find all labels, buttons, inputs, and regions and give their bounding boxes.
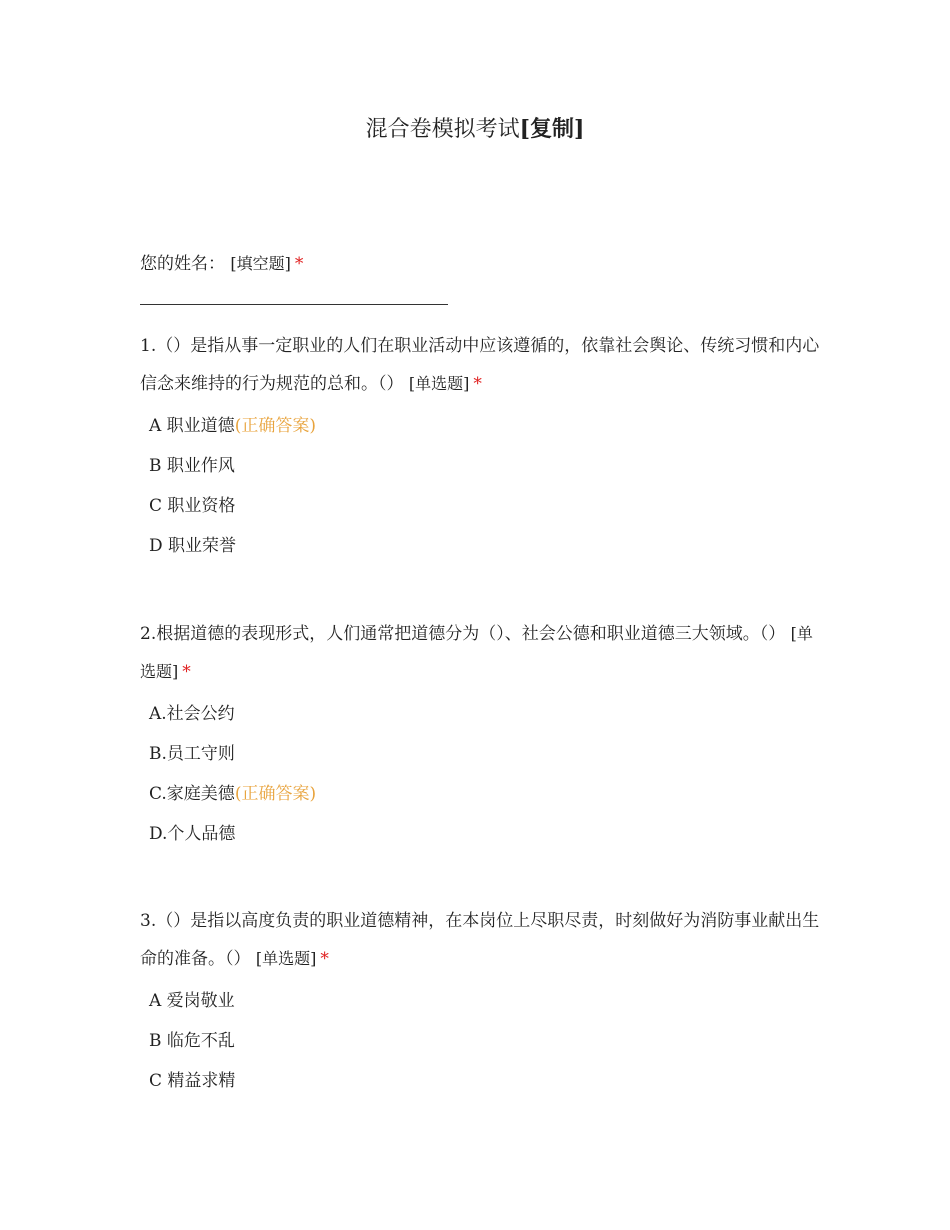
correct-answer-note: (正确答案) bbox=[234, 416, 316, 436]
page-title bbox=[0, 112, 950, 143]
question-type: [单选题] bbox=[255, 949, 317, 968]
option-text: A 职业道德 bbox=[149, 416, 235, 436]
required-mark: * bbox=[182, 662, 191, 682]
question-text: 1.（）是指从事一定职业的人们在职业活动中应该遵循的，依靠社会舆论、传统习惯和内心信念来维持的行为规范的总和。（） bbox=[140, 336, 820, 394]
required-mark: * bbox=[294, 254, 304, 274]
option-text: D 职业荣誉 bbox=[149, 536, 237, 556]
option-d[interactable] bbox=[149, 535, 820, 575]
option-text: D.个人品德 bbox=[149, 824, 236, 844]
question-text: 2.根据道德的表现形式，人们通常把道德分为（）、社会公德和职业道德三大领域。（） bbox=[140, 624, 786, 644]
question-stem bbox=[140, 903, 820, 978]
required-mark: * bbox=[473, 374, 482, 394]
title-suffix: [复制] bbox=[519, 116, 585, 142]
question-2 bbox=[140, 615, 820, 863]
option-c[interactable] bbox=[149, 1070, 820, 1110]
option-a[interactable] bbox=[149, 415, 820, 455]
option-a[interactable] bbox=[149, 990, 820, 1030]
option-list bbox=[140, 703, 820, 863]
option-c[interactable] bbox=[149, 495, 820, 535]
option-text: A 爱岗敬业 bbox=[149, 991, 235, 1011]
option-text: B 职业作风 bbox=[149, 456, 235, 476]
exam-content bbox=[140, 250, 820, 1110]
option-text: C.家庭美德 bbox=[149, 784, 235, 804]
name-question bbox=[140, 250, 820, 278]
option-text: C 精益求精 bbox=[149, 1071, 236, 1091]
name-input-line[interactable] bbox=[140, 304, 448, 305]
question-stem bbox=[140, 328, 820, 403]
title-main: 混合卷模拟考试 bbox=[365, 117, 520, 142]
name-label: 您的姓名： bbox=[140, 254, 225, 274]
option-d[interactable] bbox=[149, 823, 820, 863]
required-mark: * bbox=[320, 949, 329, 969]
question-1 bbox=[140, 328, 820, 575]
question-3 bbox=[140, 903, 820, 1110]
option-b[interactable] bbox=[149, 1030, 820, 1070]
question-type: [填空题] bbox=[230, 254, 291, 273]
question-type: [单选题] bbox=[408, 374, 470, 393]
option-b[interactable] bbox=[149, 455, 820, 495]
option-list bbox=[140, 415, 820, 575]
option-c[interactable] bbox=[149, 783, 820, 823]
question-text: 3.（）是指以高度负责的职业道德精神，在本岗位上尽职尽责，时刻做好为消防事业献出生命的准备。（） bbox=[140, 911, 820, 969]
option-list bbox=[140, 990, 820, 1110]
option-text: B 临危不乱 bbox=[149, 1031, 235, 1051]
option-text: A.社会公约 bbox=[149, 704, 235, 724]
option-b[interactable] bbox=[149, 743, 820, 783]
question-stem bbox=[140, 615, 820, 691]
option-a[interactable] bbox=[149, 703, 820, 743]
option-text: C 职业资格 bbox=[149, 496, 236, 516]
option-text: B.员工守则 bbox=[149, 744, 235, 764]
question-type: [单选题] bbox=[140, 624, 813, 681]
correct-answer-note: (正确答案) bbox=[234, 784, 317, 804]
